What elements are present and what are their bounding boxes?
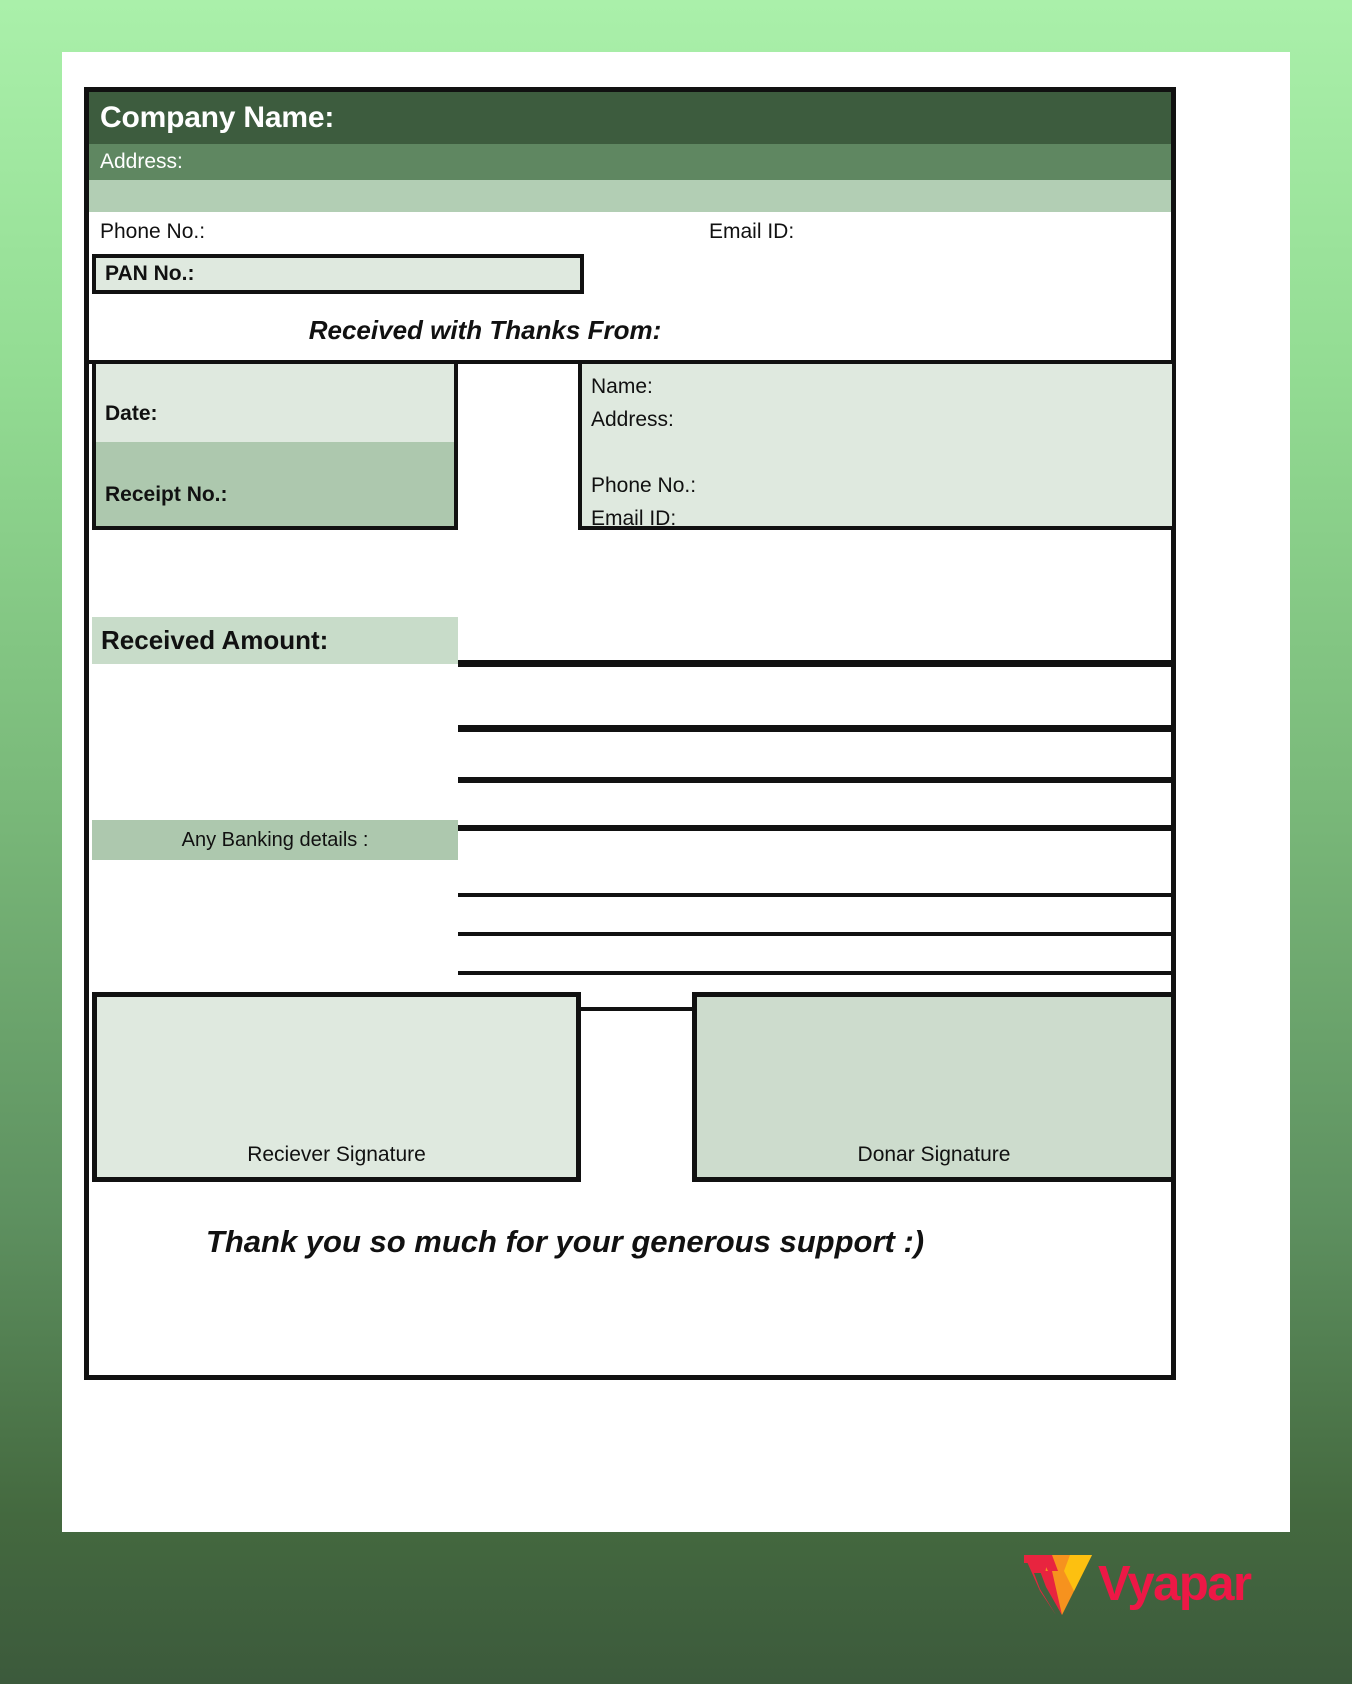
vyapar-v-logo-icon — [1022, 1551, 1094, 1617]
amount-rule-line — [458, 777, 1176, 783]
date-label: Date: — [105, 402, 158, 425]
receiver-signature-label: Reciever Signature — [247, 1143, 426, 1166]
pan-no-label: PAN No.: — [105, 262, 195, 285]
received-with-thanks-text: Received with Thanks From: — [308, 314, 662, 345]
banking-rule-line — [458, 971, 1176, 975]
footer-message — [89, 1212, 1171, 1272]
donor-phone-label: Phone No.: — [591, 474, 697, 497]
company-name-band — [89, 92, 1171, 144]
amount-rule-line — [458, 825, 1176, 831]
company-address-label: Address: — [100, 150, 183, 173]
banking-details-label-band — [92, 820, 458, 860]
amount-rule-line — [458, 725, 1176, 732]
donor-signature-box[interactable] — [692, 992, 1176, 1182]
received-amount-label-band — [92, 617, 458, 664]
vyapar-wordmark: Vyapar — [1098, 1556, 1251, 1611]
banking-rule-line — [458, 893, 1176, 897]
paper-sheet — [62, 52, 1290, 1611]
banking-details-label: Any Banking details : — [181, 828, 369, 851]
donor-address-blank-line — [591, 436, 1172, 469]
company-email-label: Email ID: — [709, 220, 795, 243]
company-phone-label: Phone No.: — [100, 220, 206, 243]
date-receipt-box — [92, 360, 458, 530]
pan-no-field[interactable] — [92, 254, 584, 294]
donor-signature-label: Donar Signature — [857, 1143, 1011, 1166]
donor-name-label: Name: — [591, 375, 653, 398]
received-amount-label: Received Amount: — [101, 625, 329, 655]
company-address-line2-band — [89, 180, 1171, 212]
banking-rule-line — [458, 932, 1176, 936]
donor-address-label: Address: — [591, 408, 674, 431]
received-with-thanks-title — [89, 307, 1171, 353]
vyapar-logo — [1022, 1544, 1251, 1624]
donation-receipt — [84, 87, 1176, 1380]
donor-email-label: Email ID: — [591, 507, 677, 530]
company-name-label: Company Name: — [100, 101, 335, 134]
footer-message-text: Thank you so much for your generous support :) — [205, 1224, 925, 1259]
amount-rule-line — [458, 660, 1176, 667]
company-contact-row — [89, 212, 1171, 256]
receiver-signature-box[interactable] — [92, 992, 581, 1182]
donor-details-box[interactable] — [578, 360, 1176, 530]
company-address-band — [89, 144, 1171, 180]
date-field[interactable] — [96, 364, 454, 442]
receipt-no-label: Receipt No.: — [105, 483, 228, 506]
receipt-no-field[interactable] — [96, 442, 454, 526]
